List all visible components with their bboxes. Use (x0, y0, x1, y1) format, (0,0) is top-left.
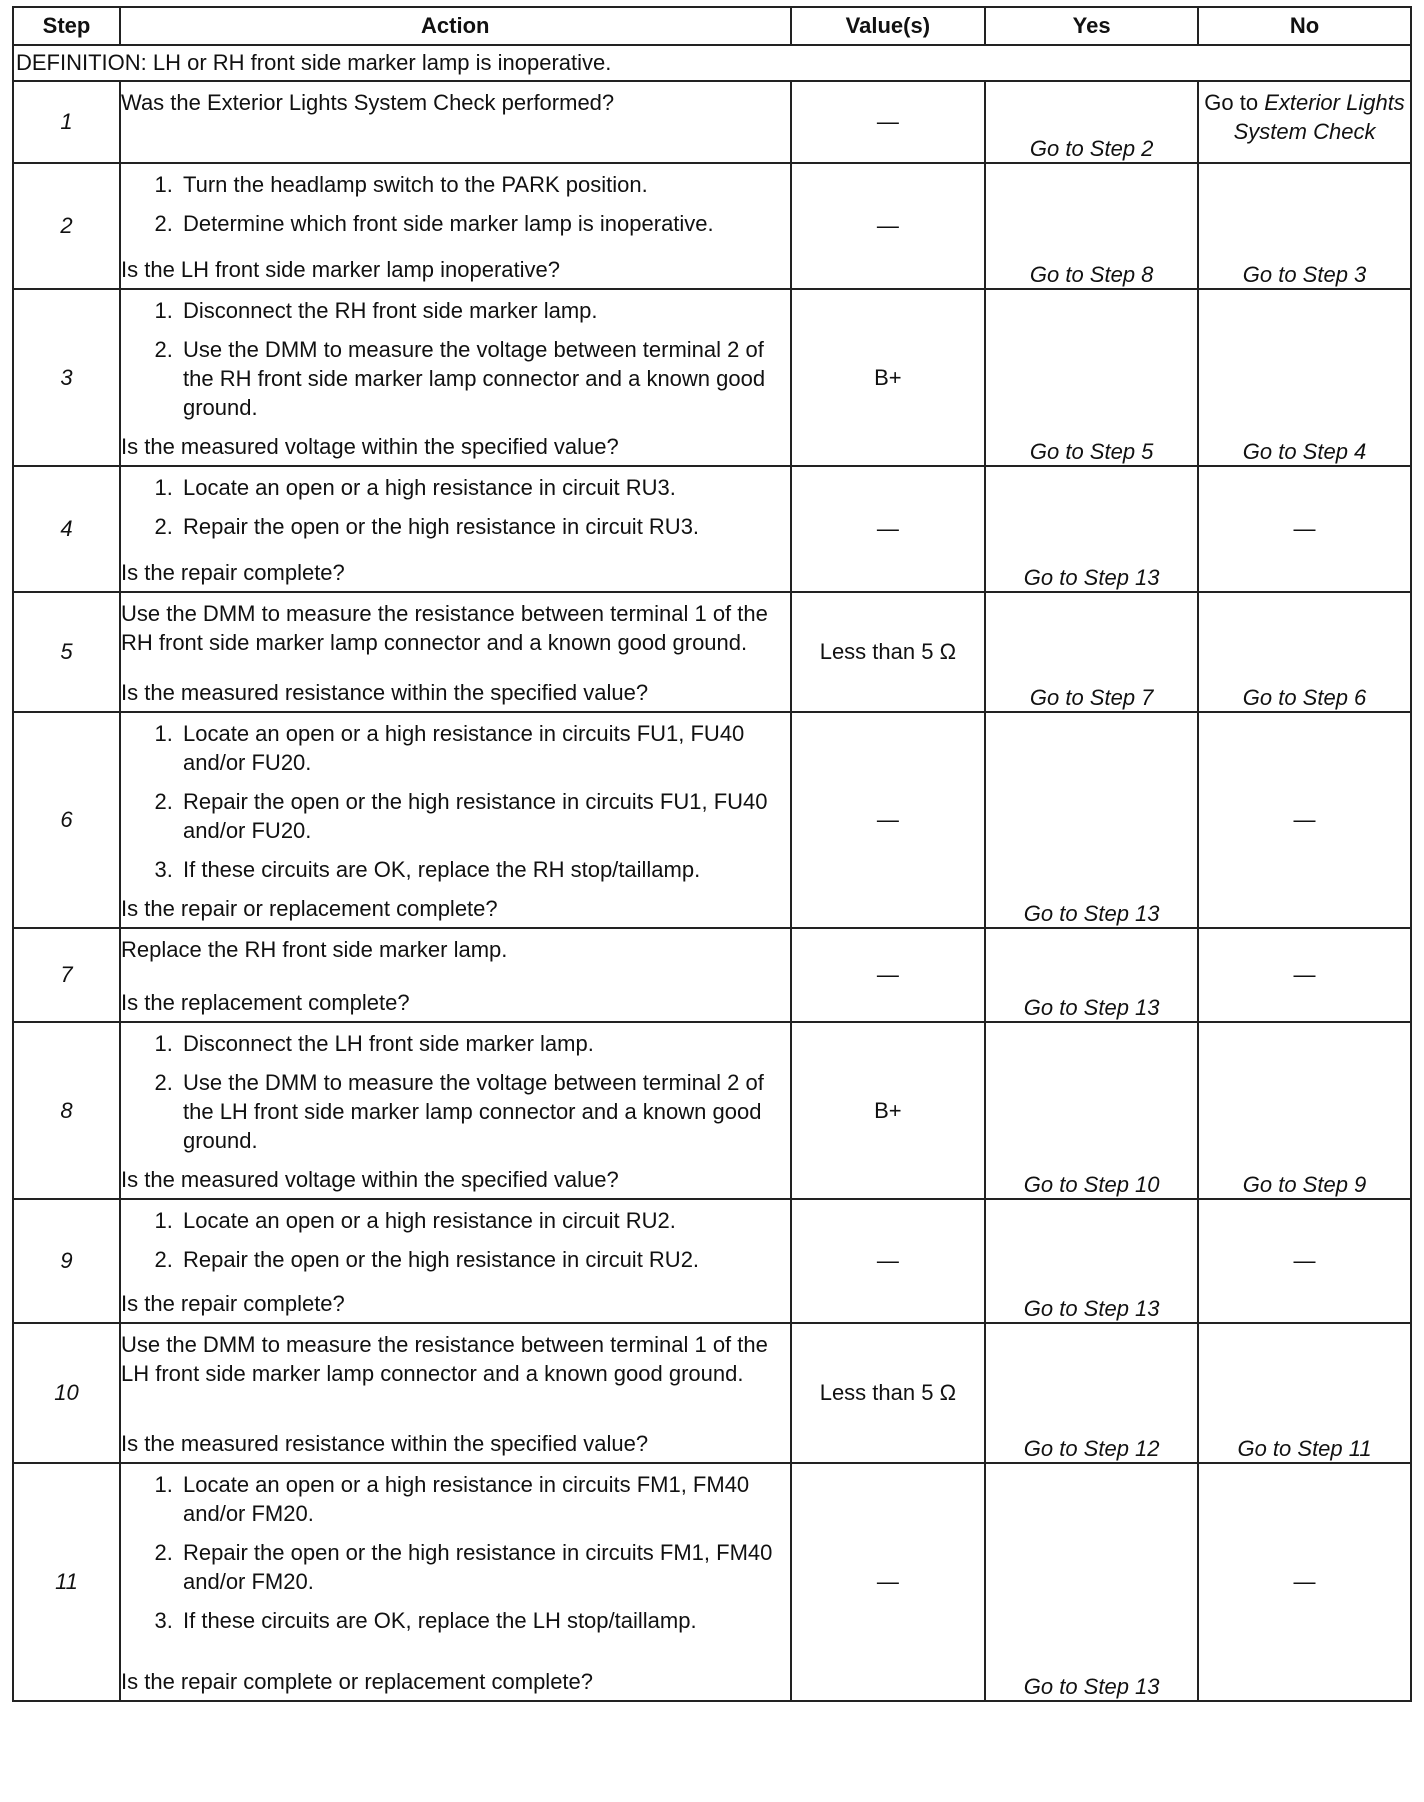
action-cell (120, 592, 791, 712)
action-list (121, 170, 790, 248)
definition-row (13, 45, 1411, 81)
yes-cell: Go to Step 7 (985, 592, 1198, 712)
value-cell: — (791, 1463, 986, 1701)
action-item: 1. Locate an open or a high resistance in circuits FU1, FU40 and/or FU20. (179, 719, 790, 777)
step-number: 7 (13, 928, 120, 1022)
step-number: 4 (13, 466, 120, 592)
yes-cell: Go to Step 12 (985, 1323, 1198, 1463)
step-number: 1 (13, 81, 120, 163)
yes-cell: Go to Step 5 (985, 289, 1198, 466)
action-question: Is the measured voltage within the specified value? (121, 434, 619, 459)
no-cell: — (1198, 712, 1411, 928)
action-item: 1. Turn the headlamp switch to the PARK position. (179, 170, 790, 199)
value-cell: — (791, 163, 986, 289)
action-question: Is the replacement complete? (121, 990, 410, 1015)
action-cell (120, 289, 791, 466)
no-cell: — (1198, 1463, 1411, 1701)
table-row (13, 592, 1411, 712)
header-step: Step (13, 7, 120, 45)
action-cell (120, 1323, 791, 1463)
table-row (13, 712, 1411, 928)
yes-cell: Go to Step 13 (985, 1199, 1198, 1323)
action-item: 1. Locate an open or a high resistance in circuit RU2. (179, 1206, 790, 1235)
value-cell: B+ (791, 1022, 986, 1199)
table-row (13, 289, 1411, 466)
action-list (121, 296, 790, 432)
yes-cell: Go to Step 13 (985, 1463, 1198, 1701)
header-values: Value(s) (791, 7, 986, 45)
value-cell: Less than 5 Ω (791, 592, 986, 712)
yes-cell: Go to Step 2 (985, 81, 1198, 163)
no-cell: Go to Step 9 (1198, 1022, 1411, 1199)
table-row (13, 1199, 1411, 1323)
action-item: 2. Repair the open or the high resistance in circuit RU2. (179, 1245, 790, 1274)
action-cell (120, 163, 791, 289)
action-list (121, 1206, 790, 1284)
action-question: Is the LH front side marker lamp inoperative? (121, 257, 560, 282)
action-item: 1. Locate an open or a high resistance in circuits FM1, FM40 and/or FM20. (179, 1470, 790, 1528)
action-list (121, 719, 790, 894)
action-item: 2. Repair the open or the high resistance in circuit RU3. (179, 512, 790, 541)
yes-cell: Go to Step 8 (985, 163, 1198, 289)
no-link: Exterior Lights System Check (1233, 90, 1405, 144)
action-item: 3. If these circuits are OK, replace the LH stop/taillamp. (179, 1606, 790, 1635)
action-item: 2. Repair the open or the high resistance in circuits FM1, FM40 and/or FM20. (179, 1538, 790, 1596)
no-cell: Go to Step 4 (1198, 289, 1411, 466)
step-number: 8 (13, 1022, 120, 1199)
action-text: Was the Exterior Lights System Check performed? (121, 90, 615, 115)
table-row (13, 81, 1411, 163)
action-list (121, 1029, 790, 1165)
no-cell: Go to Step 6 (1198, 592, 1411, 712)
table-row (13, 1323, 1411, 1463)
action-item: 2. Use the DMM to measure the voltage between terminal 2 of the RH front side marker lamp connector and a known good ground. (179, 335, 790, 422)
step-number: 3 (13, 289, 120, 466)
value-cell: — (791, 712, 986, 928)
no-prefix: Go to (1204, 90, 1259, 115)
header-yes: Yes (985, 7, 1198, 45)
value-cell: — (791, 81, 986, 163)
value-cell: B+ (791, 289, 986, 466)
table-row (13, 1022, 1411, 1199)
action-question: Is the repair or replacement complete? (121, 896, 498, 921)
value-cell: — (791, 928, 986, 1022)
action-list (121, 473, 790, 551)
action-text: Use the DMM to measure the resistance between terminal 1 of the RH front side marker lamp connector and a known good ground. (121, 601, 768, 655)
no-cell: — (1198, 466, 1411, 592)
yes-cell: Go to Step 13 (985, 712, 1198, 928)
action-question: Is the repair complete? (121, 560, 345, 585)
step-number: 11 (13, 1463, 120, 1701)
yes-cell: Go to Step 13 (985, 466, 1198, 592)
action-cell (120, 712, 791, 928)
action-cell (120, 81, 791, 163)
action-cell (120, 1022, 791, 1199)
no-cell: Go to Step 3 (1198, 163, 1411, 289)
definition-text: DEFINITION: LH or RH front side marker lamp is inoperative. (13, 45, 1411, 81)
action-cell (120, 928, 791, 1022)
action-item: 1. Disconnect the RH front side marker lamp. (179, 296, 790, 325)
action-item: 2. Determine which front side marker lamp is inoperative. (179, 209, 790, 238)
step-number: 5 (13, 592, 120, 712)
step-number: 2 (13, 163, 120, 289)
action-item: 1. Locate an open or a high resistance in circuit RU3. (179, 473, 790, 502)
step-number: 9 (13, 1199, 120, 1323)
action-cell (120, 1463, 791, 1701)
table-row (13, 928, 1411, 1022)
value-cell: — (791, 1199, 986, 1323)
header-row (13, 7, 1411, 45)
table-row (13, 466, 1411, 592)
action-item: 1. Disconnect the LH front side marker lamp. (179, 1029, 790, 1058)
step-number: 10 (13, 1323, 120, 1463)
action-cell (120, 466, 791, 592)
action-item: 3. If these circuits are OK, replace the RH stop/taillamp. (179, 855, 790, 884)
action-cell (120, 1199, 791, 1323)
no-cell (1198, 81, 1411, 163)
action-item: 2. Use the DMM to measure the voltage between terminal 2 of the LH front side marker lamp connector and a known good ground. (179, 1068, 790, 1155)
header-action: Action (120, 7, 791, 45)
action-question: Is the measured resistance within the specified value? (121, 1431, 649, 1456)
action-item: 2. Repair the open or the high resistance in circuits FU1, FU40 and/or FU20. (179, 787, 790, 845)
table-row (13, 163, 1411, 289)
no-cell: — (1198, 928, 1411, 1022)
yes-cell: Go to Step 10 (985, 1022, 1198, 1199)
value-cell: Less than 5 Ω (791, 1323, 986, 1463)
action-question: Is the repair complete? (121, 1291, 345, 1316)
yes-cell: Go to Step 13 (985, 928, 1198, 1022)
table-row (13, 1463, 1411, 1701)
action-list (121, 1470, 790, 1645)
action-question: Is the repair complete or replacement complete? (121, 1669, 594, 1694)
no-cell: — (1198, 1199, 1411, 1323)
action-question: Is the measured voltage within the specified value? (121, 1167, 619, 1192)
action-text: Replace the RH front side marker lamp. (121, 937, 508, 962)
action-text: Use the DMM to measure the resistance between terminal 1 of the LH front side marker lamp connector and a known good ground. (121, 1332, 768, 1386)
no-cell: Go to Step 11 (1198, 1323, 1411, 1463)
header-no: No (1198, 7, 1411, 45)
action-question: Is the measured resistance within the specified value? (121, 680, 649, 705)
value-cell: — (791, 466, 986, 592)
step-number: 6 (13, 712, 120, 928)
diagnostic-table (12, 6, 1412, 1702)
